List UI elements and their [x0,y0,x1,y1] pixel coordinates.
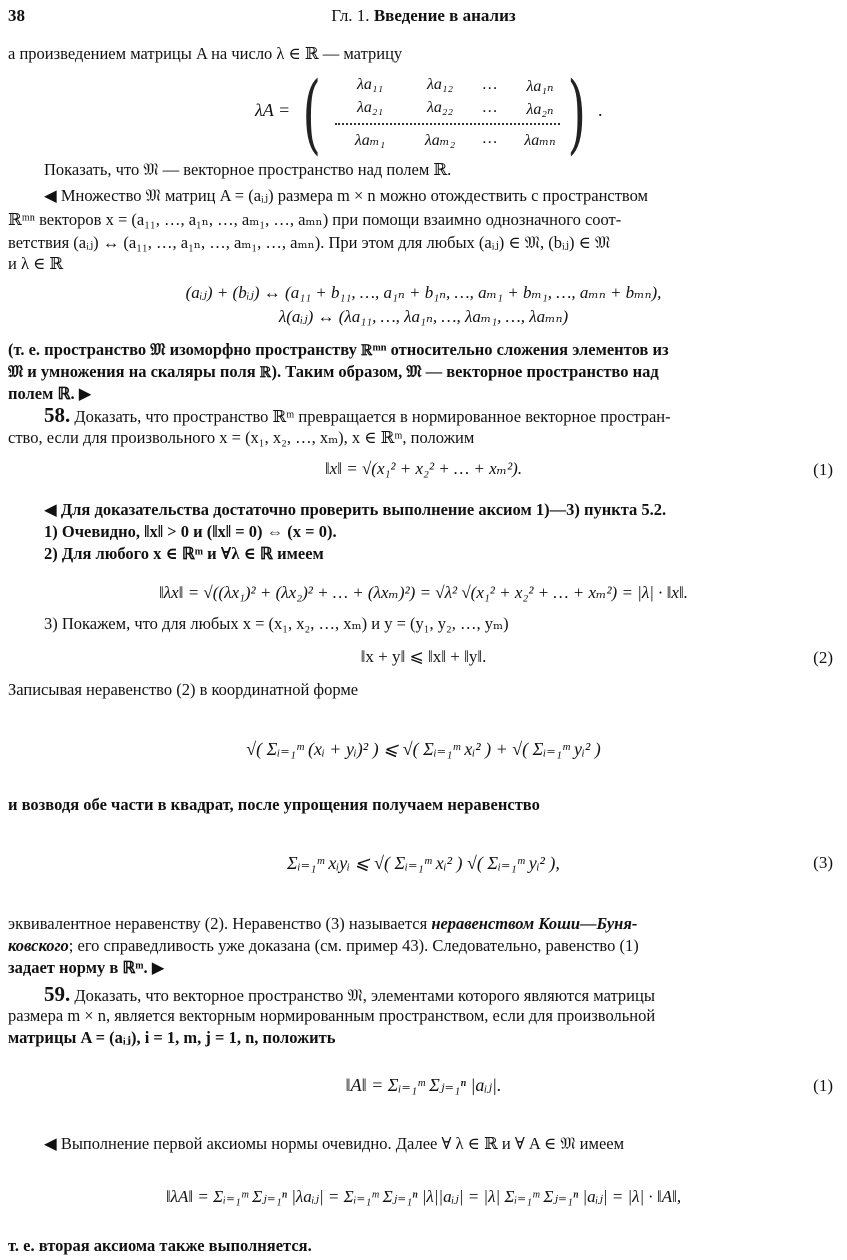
equation-number: (2) [813,648,833,667]
equation-number: (1) [813,460,833,479]
text-line: и возводя обе части в квадрат, после упрощения получаем неравенство [8,795,540,814]
problem-58-text: Доказать, что пространство ℝᵐ превращается в нормированное векторное простран- [74,407,671,426]
matrix-cell: … [482,130,498,147]
cauchy-line-1 [8,914,637,934]
formula-coordinate-form: √( Σᵢ₌₁ᵐ (xᵢ + yᵢ)² ) ⩽ √( Σᵢ₌₁ᵐ xᵢ² ) + √( Σᵢ₌₁ᵐ yᵢ² ) [246,739,601,759]
matrix-cell: λa₂ₙ [526,101,554,118]
running-header [0,6,847,26]
text-line: ство, если для произвольного x = (x₁, x₂, …, xₘ), x ∈ ℝᵐ, положим [8,428,475,447]
matrix-cell: λa₂₁ [356,99,384,116]
text-line: Показать, что 𝔐 — векторное пространство над полем ℝ. [44,160,452,179]
problem-59-heading [44,984,655,1006]
text-line: ℝᵐⁿ векторов x = (a₁₁, …, a₁ₙ, …, aₘ₁, …, aₘₙ) при помощи взаимно однозначного соот- [8,210,622,229]
text-line: т. е. вторая аксиома также выполняется. [8,1236,312,1255]
problem-number: 58. [44,403,71,427]
text-line: матрицы A = (aᵢⱼ), i = 1, m, j = 1, n, положить [8,1028,336,1047]
matrix-cell: λaₘ₁ [354,132,386,149]
formula-matrix-norm: ‖A‖ = Σᵢ₌₁ᵐ Σⱼ₌₁ⁿ |aᵢⱼ|. [345,1075,502,1095]
matrix-dots-row [335,123,560,125]
problem-number: 59. [44,982,71,1006]
text-line: ветствия (aᵢⱼ) ↔ (a₁₁, …, a₁ₙ, …, aₘ₁, …, aₘₙ). При этом для любых (aᵢⱼ) ∈ 𝔐, (bᵢⱼ) ∈ 𝔐 [8,233,611,252]
matrix-cell: λaₘₙ [524,132,556,149]
matrix-cell: … [482,99,498,116]
text-line: 𝔐 и умножения на скаляры поля ℝ). Таким образом, 𝔐 — векторное пространство над [8,362,659,381]
text-line: Записывая неравенство (2) в координатной форме [8,680,359,699]
matrix-label: λA = [255,100,291,120]
right-paren: ) [567,64,587,164]
text-line: ◀ Выполнение первой аксиомы нормы очевидно. Далее ∀ λ ∈ ℝ и ∀ A ∈ 𝔐 имеем [44,1134,625,1153]
text-line: полем ℝ. ▶ [8,384,92,403]
text-line: ◀ Для доказательства достаточно проверить выполнение аксиом 1)—3) пункта 5.2. [44,500,667,519]
text-line: (т. е. пространство 𝔐 изоморфно пространству ℝᵐⁿ относительно сложения элементов из [8,340,669,359]
problem-58-heading [44,405,671,427]
equation-number: (1) [813,1076,833,1095]
matrix-cell: … [482,76,498,93]
cauchy-text: ; его справедливость уже доказана (см. пример 43). Следовательно, равенство (1) [68,936,639,955]
formula-matrix-homogeneity: ‖λA‖ = Σᵢ₌₁ᵐ Σⱼ₌₁ⁿ |λaᵢⱼ| = Σᵢ₌₁ᵐ Σⱼ₌₁ⁿ |λ||aᵢⱼ| = |λ| Σᵢ₌₁ᵐ Σⱼ₌₁ⁿ |aᵢⱼ| = |λ| · ‖A‖, [165,1187,682,1206]
problem-59-text: Доказать, что векторное пространство 𝔐, элементами которого являются матрицы [74,986,655,1005]
text-line: 3) Покажем, что для любых x = (x₁, x₂, …, xₘ) и y = (y₁, y₂, …, yₘ) [44,614,509,633]
matrix-trailing-dot: . [598,100,603,120]
matrix-cell: λa₁₂ [426,76,454,93]
left-paren: ( [302,64,322,164]
text-line: 2) Для любого x ∈ ℝᵐ и ∀λ ∈ ℝ имеем [44,544,324,563]
text-line: и λ ∈ ℝ [8,254,64,273]
chapter-title: Введение в анализ [373,6,516,25]
cauchy-text: эквивалентное неравенству (2). Неравенство (3) называется [8,914,432,933]
cauchy-line-2 [8,936,639,956]
text-line: а произведением матрицы A на число λ ∈ ℝ — матрицу [8,44,403,63]
formula-triangle: ‖x + y‖ ⩽ ‖x‖ + ‖y‖. [360,647,487,666]
matrix-cell: λa₂₂ [426,99,454,116]
cauchy-term-end: ковского [8,936,69,955]
matrix-lambda-a [0,64,847,164]
text-line: размера m × n, является векторным нормированным пространством, если для произвольной [8,1006,656,1025]
formula-homogeneity: ‖λx‖ = √((λx₁)² + (λx₂)² + … + (λxₘ)²) = √λ² √(x₁² + x₂² + … + xₘ²) = |λ| · ‖x‖. [159,583,688,602]
formula-cauchy: Σᵢ₌₁ᵐ xᵢyᵢ ⩽ √( Σᵢ₌₁ᵐ xᵢ² ) √( Σᵢ₌₁ᵐ yᵢ² ), [287,853,560,873]
formula-iso-scalar: λ(aᵢⱼ) ↔ (λa₁₁, …, λa₁ₙ, …, λaₘ₁, …, λaₘₙ) [278,307,569,326]
page-number: 38 [8,6,25,25]
matrix-cell: λa₁ₙ [526,78,554,95]
matrix-cell: λa₁₁ [356,76,384,93]
chapter-label: Гл. 1. [331,6,370,25]
text-line: 1) Очевидно, ‖x‖ > 0 и (‖x‖ = 0) ⇔ (x = 0). [44,522,337,541]
equation-number: (3) [813,853,833,872]
matrix-cell: λaₘ₂ [424,132,456,149]
formula-norm-def: ‖x‖ = √(x₁² + x₂² + … + xₘ²). [324,459,523,478]
text-line: задает норму в ℝᵐ. ▶ [8,958,165,977]
formula-iso-sum: (aᵢⱼ) + (bᵢⱼ) ↔ (a₁₁ + b₁₁, …, a₁ₙ + b₁ₙ, …, aₘ₁ + bₘ₁, …, aₘₙ + bₘₙ), [185,283,662,302]
text-line: ◀ Множество 𝔐 матриц A = (aᵢⱼ) размера m × n можно отождествить с пространством [44,186,648,205]
cauchy-term: неравенством Коши—Буня- [431,914,638,933]
